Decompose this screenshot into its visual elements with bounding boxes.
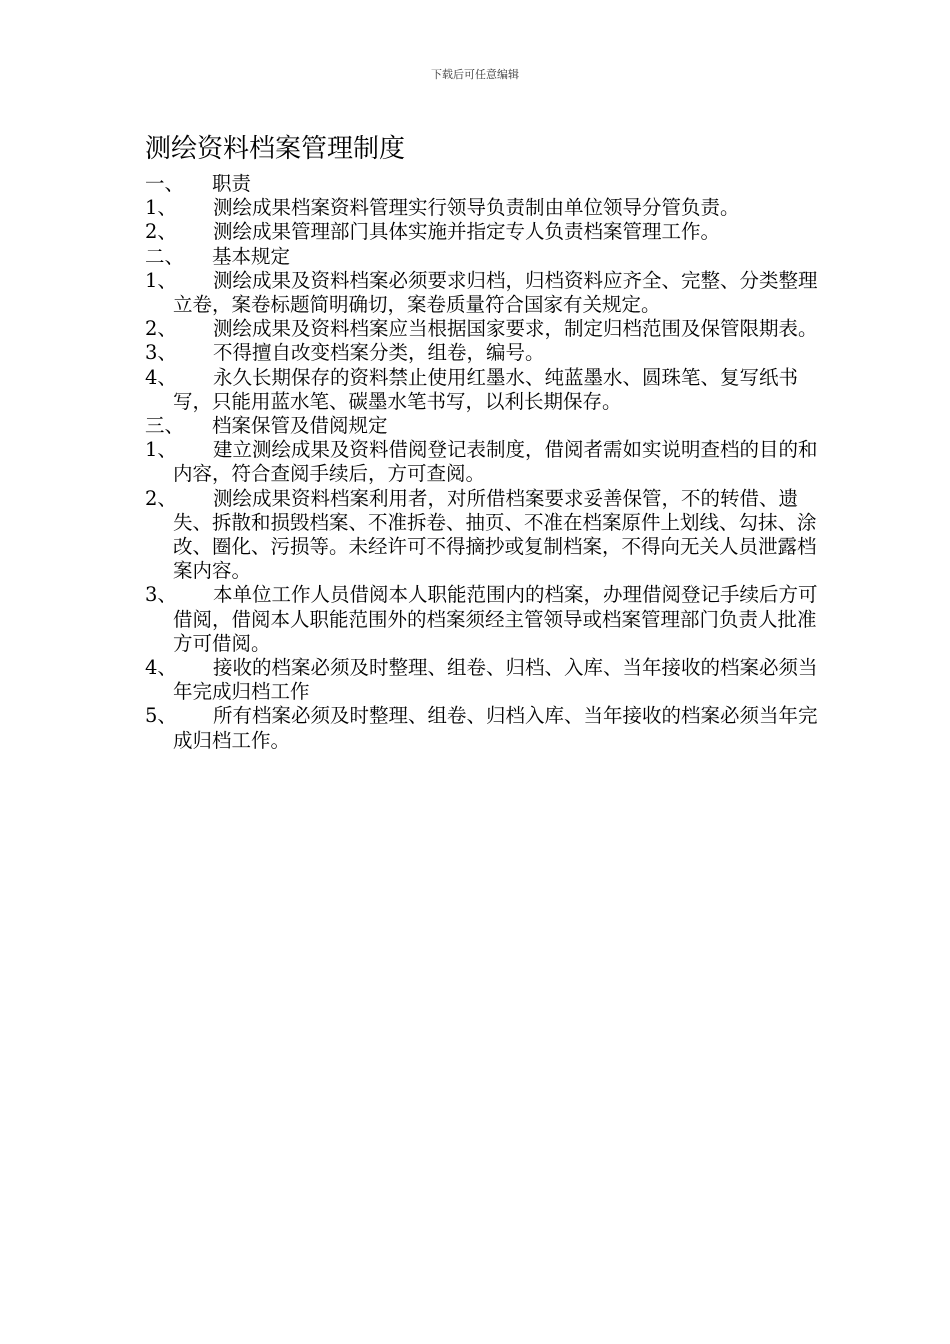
section-heading [145,172,825,196]
section-heading [145,245,825,269]
list-item [145,317,825,341]
section-number: 二、 [145,244,185,268]
item-text: 不得擅自改变档案分类，组卷，编号。 [213,341,545,365]
document-body [145,172,825,753]
item-text: 所有档案必须及时整理、组卷、归档入库、当年接收的档案必须当年完成归档工作。 [173,704,818,752]
item-number: 1、 [145,438,177,462]
list-item [145,704,825,752]
list-item [145,487,825,584]
list-item [145,366,825,414]
section-number: 一、 [145,172,185,195]
item-number: 1、 [145,268,177,292]
item-number: 3、 [145,341,177,365]
section-title: 档案保管及借阅规定 [212,414,388,438]
item-text: 测绘成果管理部门具体实施并指定专人负责档案管理工作。 [213,220,721,244]
list-item [145,438,825,486]
item-text: 测绘成果资料档案利用者，对所借档案要求妥善保管，不的转借、遗失、拆散和损毁档案、不准拆卷、抽页、不准在档案原件上划线、勾抹、涂改、圈化、污损等。未经许可不得摘抄或复制档案，不得向无关人员泄露档案内容。 [173,486,817,583]
list-item [145,220,825,244]
item-number: 1、 [145,196,177,220]
section-title: 基本规定 [212,244,291,268]
item-text: 建立测绘成果及资料借阅登记表制度，借阅者需如实说明查档的目的和内容，符合查阅手续后，方可查阅。 [173,438,818,486]
section-title: 职责 [212,172,252,195]
item-text: 本单位工作人员借阅本人职能范围内的档案，办理借阅登记手续后方可借阅，借阅本人职能范围外的档案须经主管领导或档案管理部门负责人批准方可借阅。 [173,583,818,655]
section-heading [145,414,825,438]
document-title: 测绘资料档案管理制度 [145,134,406,164]
list-item [145,196,825,220]
item-number: 2、 [145,220,177,244]
item-text: 接收的档案必须及时整理、组卷、归档、入库、当年接收的档案必须当年完成归档工作 [173,656,818,704]
item-text: 测绘成果及资料档案必须要求归档，归档资料应齐全、完整、分类整理立卷，案卷标题简明确切，案卷质量符合国家有关规定。 [173,268,818,317]
list-item [145,269,825,317]
item-number: 2、 [145,486,177,510]
list-item [145,583,825,656]
item-text: 永久长期保存的资料禁止使用红墨水、纯蓝墨水、圆珠笔、复写纸书写，只能用蓝水笔、碳墨水笔书写，以利长期保存。 [173,365,799,413]
item-number: 4、 [145,656,177,680]
item-number: 4、 [145,365,177,389]
item-number: 3、 [145,583,177,607]
item-number: 5、 [145,704,177,728]
section-number: 三、 [145,414,185,438]
page-header: 下载后可任意编辑 [431,68,519,81]
list-item [145,656,825,704]
list-item [145,341,825,365]
item-text: 测绘成果及资料档案应当根据国家要求，制定归档范围及保管限期表。 [213,317,818,341]
item-text: 测绘成果档案资料管理实行领导负责制由单位领导分管负责。 [213,196,740,220]
item-number: 2、 [145,317,177,341]
